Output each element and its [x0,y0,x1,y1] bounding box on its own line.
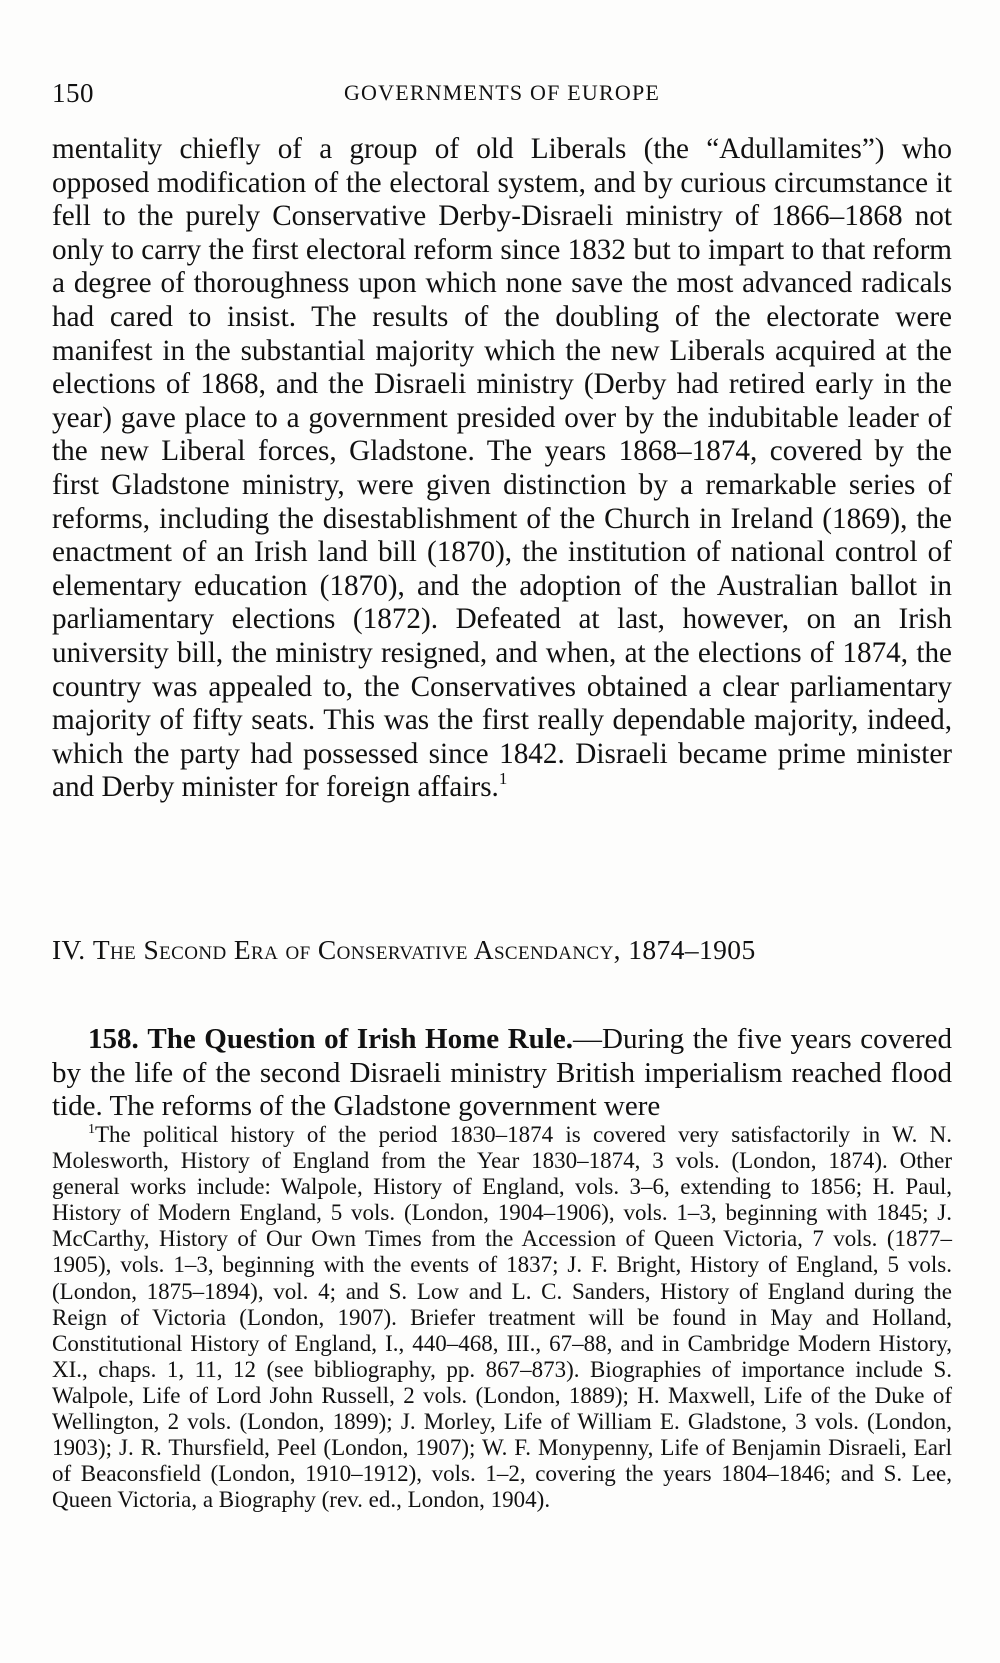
footnote-text: The political history of the period 1830–1874 is covered very satisfactorily in W. N. Molesworth, History of England from the Year 1830–1874, 3 vols. (London, 1874). Other general works include: Walpole, History of England, vols. 3–6, extending to 1856; H. Paul, History of Modern England, 5 vols. (London, 1904–1906), vols. 1–3, beginning with 1845; J. McCarthy, History of Our Own Times from the Accession of Queen Victoria, 7 vols. (1877–1905), vols. 1–3, beginning with the events of 1837; J. F. Bright, History of England, 5 vols. (London, 1875–1894), vol. 4; and S. Low and L. C. Sanders, History of England during the Reign of Victoria (London, 1907). Briefer treatment will be found in May and Holland, Constitutional History of England, I., 440–468, III., 67–88, and in Cambridge Modern History, XI., chaps. 1, 11, 12 (see bibliography, pp. 867–873). Biographies of importance include S. Walpole, Life of Lord John Russell, 2 vols. (London, 1889); H. Maxwell, Life of the Duke of Wellington, 2 vols. (London, 1899); J. Morley, Life of William E. Gladstone, 3 vols. (London, 1903); J. R. Thursfield, Peel (London, 1907); W. F. Monypenny, Life of Benjamin Disraeli, Earl of Beaconsfield (London, 1910–1912), vols. 1–2, covering the years 1804–1846; and S. Lee, Queen Victoria, a Biography (rev. ed., London, 1904). [52,1122,952,1513]
running-head: GOVERNMENTS OF EUROPE [343,80,661,105]
section-years: 1874–1905 [628,934,756,965]
body-text [52,133,952,805]
footnote-marker: 1 [88,1122,95,1137]
section-heading [52,934,952,966]
paragraph-continued [52,133,952,805]
page-header [52,78,952,108]
section-numeral: IV. [52,934,86,965]
paragraph-title: The Question of Irish Home Rule. [147,1023,573,1055]
footnote-reference: 1 [498,769,508,789]
page-number: 150 [52,78,94,108]
numbered-paragraph [52,1023,952,1124]
paragraph-number: 158. [88,1023,139,1055]
paragraph-text: —During the five years covered by the life of the second Disraeli ministry British imperialism reached flood tide. The reforms of the Gladstone government were [52,1023,953,1123]
footnote [52,1122,952,1513]
paragraph-continued-text: mentality chiefly of a group of old Liberals (the “Adullamites”) who opposed modification of the electoral system, and by curious circumstance it fell to the purely Conservative Derby-Disraeli ministry of 1866–1868 not only to carry the first electoral reform since 1832 but to impart to that reform a degree of thoroughness upon which none save the most advanced radicals had cared to insist. The results of the doubling of the electorate were manifest in the substantial majority which the new Liberals acquired at the elections of 1868, and the Disraeli ministry (Derby had retired early in the year) gave place to a government presided over by the indubitable leader of the new Liberal forces, Gladstone. The years 1868–1874, covered by the first Gladstone ministry, were given distinction by a remarkable series of reforms, including the disestablishment of the Church in Ireland (1869), the enactment of an Irish land bill (1870), the institution of national control of elementary education (1870), and the adoption of the Australian ballot in parliamentary elections (1872). Defeated at last, however, on an Irish university bill, the ministry resigned, and when, at the elections of 1874, the country was appealed to, the Conservatives obtained a clear parliamentary majority of fifty seats. This was the first really dependable majority, indeed, which the party had possessed since 1842. Disraeli became prime minister and Derby minister for foreign affairs. [52,133,952,804]
section-title: The Second Era of Conservative Ascendancy, [92,934,621,965]
